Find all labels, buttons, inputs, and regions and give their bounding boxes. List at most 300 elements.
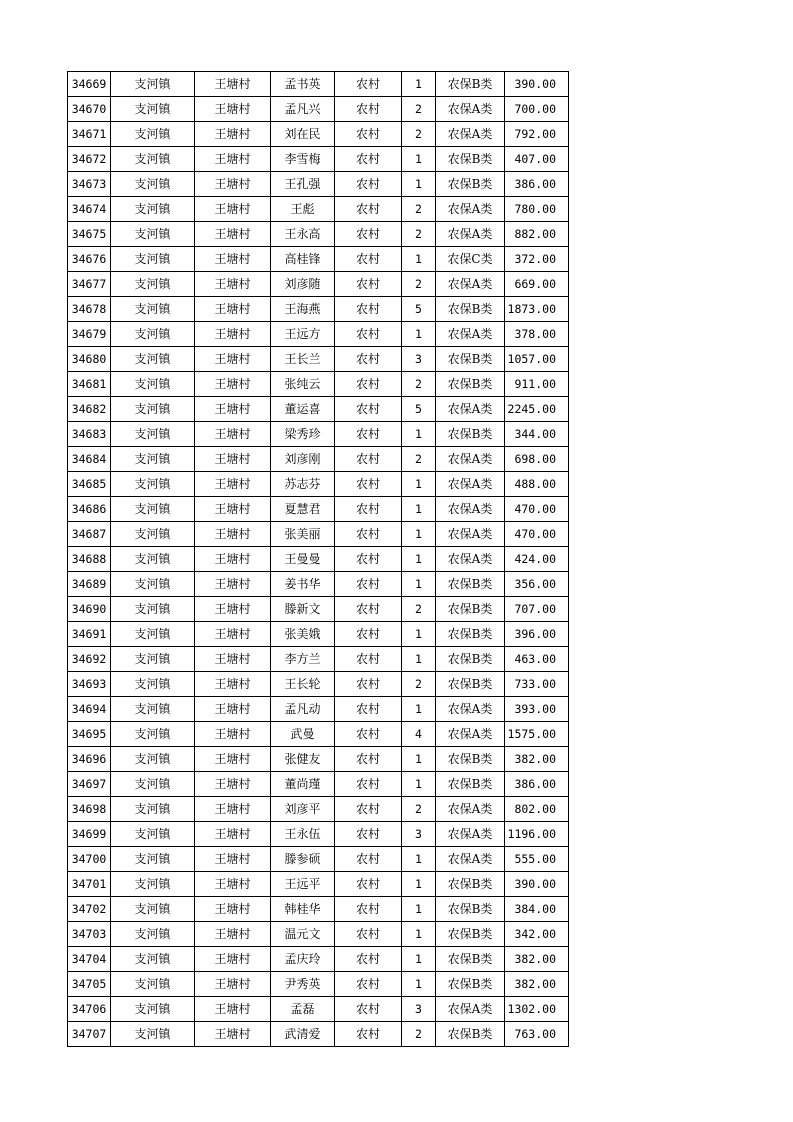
member-count-cell: 1 — [402, 422, 436, 447]
town-cell: 支河镇 — [111, 647, 195, 672]
town-cell: 支河镇 — [111, 372, 195, 397]
person-name-cell: 王长兰 — [271, 347, 335, 372]
member-count-cell: 1 — [402, 497, 436, 522]
record-id-cell: 34671 — [68, 122, 111, 147]
household-type-cell: 农村 — [335, 772, 402, 797]
person-name-cell: 滕新文 — [271, 597, 335, 622]
village-cell: 王塘村 — [195, 422, 271, 447]
household-type-cell: 农村 — [335, 472, 402, 497]
member-count-cell: 5 — [402, 297, 436, 322]
table-row — [68, 172, 569, 197]
person-name-cell: 王永伍 — [271, 822, 335, 847]
category-cell: 农保A类 — [436, 322, 505, 347]
person-name-cell: 姜书华 — [271, 572, 335, 597]
amount-cell: 344.00 — [505, 422, 569, 447]
town-cell: 支河镇 — [111, 322, 195, 347]
table-row — [68, 372, 569, 397]
amount-cell: 396.00 — [505, 622, 569, 647]
amount-cell: 390.00 — [505, 872, 569, 897]
town-cell: 支河镇 — [111, 747, 195, 772]
category-cell: 农保B类 — [436, 172, 505, 197]
household-type-cell: 农村 — [335, 572, 402, 597]
category-cell: 农保A类 — [436, 472, 505, 497]
village-cell: 王塘村 — [195, 297, 271, 322]
table-row — [68, 872, 569, 897]
member-count-cell: 4 — [402, 722, 436, 747]
table-row — [68, 772, 569, 797]
household-type-cell: 农村 — [335, 947, 402, 972]
category-cell: 农保B类 — [436, 422, 505, 447]
amount-cell: 470.00 — [505, 522, 569, 547]
person-name-cell: 王海燕 — [271, 297, 335, 322]
amount-cell: 700.00 — [505, 97, 569, 122]
amount-cell: 378.00 — [505, 322, 569, 347]
person-name-cell: 梁秀珍 — [271, 422, 335, 447]
member-count-cell: 1 — [402, 147, 436, 172]
category-cell: 农保B类 — [436, 372, 505, 397]
person-name-cell: 李雪梅 — [271, 147, 335, 172]
member-count-cell: 1 — [402, 772, 436, 797]
town-cell: 支河镇 — [111, 922, 195, 947]
amount-cell: 393.00 — [505, 697, 569, 722]
category-cell: 农保C类 — [436, 247, 505, 272]
record-id-cell: 34700 — [68, 847, 111, 872]
person-name-cell: 武曼 — [271, 722, 335, 747]
town-cell: 支河镇 — [111, 522, 195, 547]
village-cell: 王塘村 — [195, 572, 271, 597]
category-cell: 农保B类 — [436, 747, 505, 772]
person-name-cell: 孟凡动 — [271, 697, 335, 722]
member-count-cell: 1 — [402, 747, 436, 772]
record-id-cell: 34688 — [68, 547, 111, 572]
table-row — [68, 272, 569, 297]
town-cell: 支河镇 — [111, 972, 195, 997]
amount-cell: 669.00 — [505, 272, 569, 297]
category-cell: 农保B类 — [436, 772, 505, 797]
record-id-cell: 34699 — [68, 822, 111, 847]
record-id-cell: 34680 — [68, 347, 111, 372]
member-count-cell: 1 — [402, 172, 436, 197]
member-count-cell: 1 — [402, 872, 436, 897]
village-cell: 王塘村 — [195, 372, 271, 397]
table-row — [68, 322, 569, 347]
member-count-cell: 2 — [402, 797, 436, 822]
household-type-cell: 农村 — [335, 297, 402, 322]
person-name-cell: 王曼曼 — [271, 547, 335, 572]
amount-cell: 386.00 — [505, 772, 569, 797]
record-id-cell: 34670 — [68, 97, 111, 122]
category-cell: 农保B类 — [436, 347, 505, 372]
category-cell: 农保B类 — [436, 647, 505, 672]
category-cell: 农保A类 — [436, 272, 505, 297]
village-cell: 王塘村 — [195, 147, 271, 172]
person-name-cell: 夏慧君 — [271, 497, 335, 522]
household-type-cell: 农村 — [335, 747, 402, 772]
town-cell: 支河镇 — [111, 147, 195, 172]
amount-cell: 792.00 — [505, 122, 569, 147]
record-id-cell: 34690 — [68, 597, 111, 622]
category-cell: 农保A类 — [436, 97, 505, 122]
village-cell: 王塘村 — [195, 747, 271, 772]
member-count-cell: 1 — [402, 922, 436, 947]
table-row — [68, 197, 569, 222]
village-cell: 王塘村 — [195, 497, 271, 522]
person-name-cell: 王长轮 — [271, 672, 335, 697]
record-id-cell: 34673 — [68, 172, 111, 197]
person-name-cell: 苏志芬 — [271, 472, 335, 497]
category-cell: 农保A类 — [436, 222, 505, 247]
village-cell: 王塘村 — [195, 672, 271, 697]
village-cell: 王塘村 — [195, 797, 271, 822]
member-count-cell: 1 — [402, 547, 436, 572]
town-cell: 支河镇 — [111, 847, 195, 872]
household-type-cell: 农村 — [335, 147, 402, 172]
member-count-cell: 1 — [402, 847, 436, 872]
table-row — [68, 347, 569, 372]
category-cell: 农保A类 — [436, 547, 505, 572]
table-row — [68, 522, 569, 547]
town-cell: 支河镇 — [111, 672, 195, 697]
table-row — [68, 572, 569, 597]
person-name-cell: 董尚瑾 — [271, 772, 335, 797]
person-name-cell: 尹秀英 — [271, 972, 335, 997]
amount-cell: 733.00 — [505, 672, 569, 697]
category-cell: 农保B类 — [436, 947, 505, 972]
table-row — [68, 497, 569, 522]
village-cell: 王塘村 — [195, 247, 271, 272]
village-cell: 王塘村 — [195, 547, 271, 572]
village-cell: 王塘村 — [195, 772, 271, 797]
member-count-cell: 2 — [402, 272, 436, 297]
household-type-cell: 农村 — [335, 272, 402, 297]
town-cell: 支河镇 — [111, 272, 195, 297]
category-cell: 农保A类 — [436, 447, 505, 472]
record-id-cell: 34679 — [68, 322, 111, 347]
household-type-cell: 农村 — [335, 247, 402, 272]
village-cell: 王塘村 — [195, 947, 271, 972]
table-row — [68, 647, 569, 672]
table-row — [68, 722, 569, 747]
village-cell: 王塘村 — [195, 347, 271, 372]
table-row — [68, 1022, 569, 1047]
person-name-cell: 孟磊 — [271, 997, 335, 1022]
village-cell: 王塘村 — [195, 597, 271, 622]
village-cell: 王塘村 — [195, 272, 271, 297]
town-cell: 支河镇 — [111, 347, 195, 372]
amount-cell: 384.00 — [505, 897, 569, 922]
household-type-cell: 农村 — [335, 547, 402, 572]
record-id-cell: 34683 — [68, 422, 111, 447]
member-count-cell: 1 — [402, 647, 436, 672]
household-type-cell: 农村 — [335, 797, 402, 822]
record-id-cell: 34691 — [68, 622, 111, 647]
member-count-cell: 5 — [402, 397, 436, 422]
record-id-cell: 34685 — [68, 472, 111, 497]
town-cell: 支河镇 — [111, 822, 195, 847]
category-cell: 农保B类 — [436, 872, 505, 897]
village-cell: 王塘村 — [195, 847, 271, 872]
member-count-cell: 2 — [402, 222, 436, 247]
village-cell: 王塘村 — [195, 972, 271, 997]
member-count-cell: 2 — [402, 197, 436, 222]
table-row — [68, 422, 569, 447]
amount-cell: 390.00 — [505, 72, 569, 97]
category-cell: 农保A类 — [436, 197, 505, 222]
person-name-cell: 孟书英 — [271, 72, 335, 97]
amount-cell: 382.00 — [505, 972, 569, 997]
member-count-cell: 1 — [402, 947, 436, 972]
amount-cell: 1873.00 — [505, 297, 569, 322]
record-id-cell: 34678 — [68, 297, 111, 322]
amount-cell: 1196.00 — [505, 822, 569, 847]
record-id-cell: 34669 — [68, 72, 111, 97]
village-cell: 王塘村 — [195, 197, 271, 222]
table-row — [68, 447, 569, 472]
person-name-cell: 王永高 — [271, 222, 335, 247]
town-cell: 支河镇 — [111, 472, 195, 497]
household-type-cell: 农村 — [335, 222, 402, 247]
person-name-cell: 刘在民 — [271, 122, 335, 147]
town-cell: 支河镇 — [111, 622, 195, 647]
amount-cell: 382.00 — [505, 947, 569, 972]
record-id-cell: 34692 — [68, 647, 111, 672]
amount-cell: 356.00 — [505, 572, 569, 597]
member-count-cell: 1 — [402, 322, 436, 347]
person-name-cell: 孟庆玲 — [271, 947, 335, 972]
household-type-cell: 农村 — [335, 672, 402, 697]
record-id-cell: 34707 — [68, 1022, 111, 1047]
village-cell: 王塘村 — [195, 922, 271, 947]
person-name-cell: 张美丽 — [271, 522, 335, 547]
town-cell: 支河镇 — [111, 997, 195, 1022]
amount-cell: 911.00 — [505, 372, 569, 397]
amount-cell: 763.00 — [505, 1022, 569, 1047]
table-row — [68, 97, 569, 122]
member-count-cell: 1 — [402, 522, 436, 547]
category-cell: 农保B类 — [436, 922, 505, 947]
household-type-cell: 农村 — [335, 1022, 402, 1047]
town-cell: 支河镇 — [111, 172, 195, 197]
record-id-cell: 34676 — [68, 247, 111, 272]
amount-cell: 470.00 — [505, 497, 569, 522]
table-row — [68, 947, 569, 972]
person-name-cell: 王远平 — [271, 872, 335, 897]
village-cell: 王塘村 — [195, 647, 271, 672]
person-name-cell: 韩桂华 — [271, 897, 335, 922]
household-type-cell: 农村 — [335, 822, 402, 847]
person-name-cell: 刘彦平 — [271, 797, 335, 822]
record-id-cell: 34672 — [68, 147, 111, 172]
amount-cell: 407.00 — [505, 147, 569, 172]
household-type-cell: 农村 — [335, 997, 402, 1022]
record-id-cell: 34674 — [68, 197, 111, 222]
amount-cell: 1575.00 — [505, 722, 569, 747]
household-type-cell: 农村 — [335, 522, 402, 547]
record-id-cell: 34705 — [68, 972, 111, 997]
record-id-cell: 34702 — [68, 897, 111, 922]
village-cell: 王塘村 — [195, 697, 271, 722]
amount-cell: 382.00 — [505, 747, 569, 772]
town-cell: 支河镇 — [111, 422, 195, 447]
household-type-cell: 农村 — [335, 422, 402, 447]
person-name-cell: 刘彦刚 — [271, 447, 335, 472]
town-cell: 支河镇 — [111, 597, 195, 622]
table-row — [68, 997, 569, 1022]
person-name-cell: 武清爱 — [271, 1022, 335, 1047]
household-type-cell: 农村 — [335, 322, 402, 347]
household-type-cell: 农村 — [335, 697, 402, 722]
amount-cell: 372.00 — [505, 247, 569, 272]
town-cell: 支河镇 — [111, 947, 195, 972]
category-cell: 农保B类 — [436, 897, 505, 922]
amount-cell: 802.00 — [505, 797, 569, 822]
category-cell: 农保B类 — [436, 72, 505, 97]
village-cell: 王塘村 — [195, 872, 271, 897]
category-cell: 农保A类 — [436, 122, 505, 147]
record-id-cell: 34675 — [68, 222, 111, 247]
table-row — [68, 697, 569, 722]
table-row — [68, 122, 569, 147]
table-body — [68, 72, 569, 1047]
village-cell: 王塘村 — [195, 522, 271, 547]
household-type-cell: 农村 — [335, 197, 402, 222]
member-count-cell: 1 — [402, 897, 436, 922]
data-table — [67, 71, 569, 1047]
category-cell: 农保B类 — [436, 972, 505, 997]
person-name-cell: 高桂锋 — [271, 247, 335, 272]
town-cell: 支河镇 — [111, 222, 195, 247]
village-cell: 王塘村 — [195, 172, 271, 197]
table-row — [68, 597, 569, 622]
member-count-cell: 3 — [402, 347, 436, 372]
person-name-cell: 滕参硕 — [271, 847, 335, 872]
member-count-cell: 1 — [402, 472, 436, 497]
category-cell: 农保A类 — [436, 397, 505, 422]
category-cell: 农保B类 — [436, 147, 505, 172]
member-count-cell: 3 — [402, 822, 436, 847]
amount-cell: 780.00 — [505, 197, 569, 222]
household-type-cell: 农村 — [335, 397, 402, 422]
table-row — [68, 847, 569, 872]
household-type-cell: 农村 — [335, 972, 402, 997]
town-cell: 支河镇 — [111, 772, 195, 797]
record-id-cell: 34697 — [68, 772, 111, 797]
record-id-cell: 34693 — [68, 672, 111, 697]
table-row — [68, 397, 569, 422]
town-cell: 支河镇 — [111, 397, 195, 422]
household-type-cell: 农村 — [335, 347, 402, 372]
person-name-cell: 孟凡兴 — [271, 97, 335, 122]
village-cell: 王塘村 — [195, 322, 271, 347]
member-count-cell: 2 — [402, 672, 436, 697]
household-type-cell: 农村 — [335, 872, 402, 897]
category-cell: 农保A类 — [436, 697, 505, 722]
category-cell: 农保B类 — [436, 597, 505, 622]
table-row — [68, 922, 569, 947]
person-name-cell: 张健友 — [271, 747, 335, 772]
category-cell: 农保B类 — [436, 572, 505, 597]
town-cell: 支河镇 — [111, 297, 195, 322]
household-type-cell: 农村 — [335, 372, 402, 397]
town-cell: 支河镇 — [111, 572, 195, 597]
member-count-cell: 2 — [402, 122, 436, 147]
household-type-cell: 农村 — [335, 597, 402, 622]
category-cell: 农保A类 — [436, 847, 505, 872]
person-name-cell: 张美娥 — [271, 622, 335, 647]
village-cell: 王塘村 — [195, 822, 271, 847]
person-name-cell: 王孔强 — [271, 172, 335, 197]
village-cell: 王塘村 — [195, 97, 271, 122]
category-cell: 农保B类 — [436, 622, 505, 647]
town-cell: 支河镇 — [111, 722, 195, 747]
record-id-cell: 34684 — [68, 447, 111, 472]
household-type-cell: 农村 — [335, 722, 402, 747]
record-id-cell: 34695 — [68, 722, 111, 747]
household-type-cell: 农村 — [335, 622, 402, 647]
town-cell: 支河镇 — [111, 1022, 195, 1047]
amount-cell: 1057.00 — [505, 347, 569, 372]
member-count-cell: 1 — [402, 622, 436, 647]
category-cell: 农保A类 — [436, 997, 505, 1022]
member-count-cell: 1 — [402, 72, 436, 97]
town-cell: 支河镇 — [111, 697, 195, 722]
record-id-cell: 34703 — [68, 922, 111, 947]
record-id-cell: 34686 — [68, 497, 111, 522]
person-name-cell: 王远方 — [271, 322, 335, 347]
village-cell: 王塘村 — [195, 897, 271, 922]
table-row — [68, 297, 569, 322]
amount-cell: 882.00 — [505, 222, 569, 247]
record-id-cell: 34694 — [68, 697, 111, 722]
record-id-cell: 34677 — [68, 272, 111, 297]
table-row — [68, 622, 569, 647]
amount-cell: 386.00 — [505, 172, 569, 197]
table-row — [68, 672, 569, 697]
amount-cell: 342.00 — [505, 922, 569, 947]
member-count-cell: 2 — [402, 372, 436, 397]
person-name-cell: 张纯云 — [271, 372, 335, 397]
member-count-cell: 2 — [402, 447, 436, 472]
household-type-cell: 农村 — [335, 447, 402, 472]
amount-cell: 1302.00 — [505, 997, 569, 1022]
village-cell: 王塘村 — [195, 122, 271, 147]
record-id-cell: 34706 — [68, 997, 111, 1022]
town-cell: 支河镇 — [111, 547, 195, 572]
town-cell: 支河镇 — [111, 872, 195, 897]
member-count-cell: 3 — [402, 997, 436, 1022]
village-cell: 王塘村 — [195, 997, 271, 1022]
category-cell: 农保A类 — [436, 822, 505, 847]
town-cell: 支河镇 — [111, 447, 195, 472]
category-cell: 农保A类 — [436, 722, 505, 747]
category-cell: 农保B类 — [436, 1022, 505, 1047]
table-row — [68, 147, 569, 172]
town-cell: 支河镇 — [111, 122, 195, 147]
town-cell: 支河镇 — [111, 247, 195, 272]
member-count-cell: 1 — [402, 972, 436, 997]
table-row — [68, 822, 569, 847]
household-type-cell: 农村 — [335, 847, 402, 872]
person-name-cell: 王彪 — [271, 197, 335, 222]
record-id-cell: 34689 — [68, 572, 111, 597]
table-row — [68, 547, 569, 572]
amount-cell: 2245.00 — [505, 397, 569, 422]
village-cell: 王塘村 — [195, 397, 271, 422]
person-name-cell: 温元文 — [271, 922, 335, 947]
village-cell: 王塘村 — [195, 72, 271, 97]
category-cell: 农保A类 — [436, 497, 505, 522]
category-cell: 农保A类 — [436, 797, 505, 822]
